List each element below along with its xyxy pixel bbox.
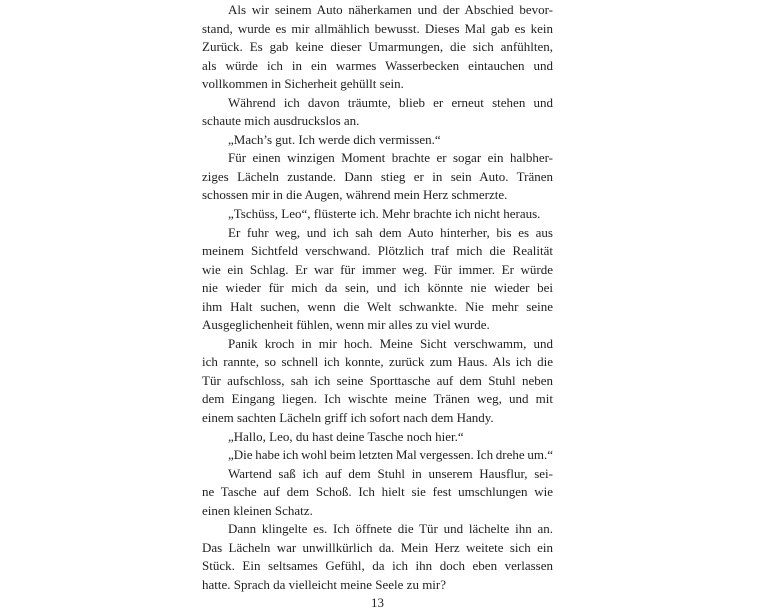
text-line	[202, 94, 553, 113]
text-line-content: schossen mir in die Augen, während mein Herz schmerzte.	[202, 187, 508, 203]
text-line	[202, 149, 553, 168]
text-line-content: nie wieder für mich da sein, und ich könnte nie wieder bei	[202, 280, 553, 296]
text-line-content: wie ein Schlag. Er war für immer weg. Für immer. Er würde	[202, 261, 553, 277]
text-line	[202, 446, 553, 465]
text-line-content: Stück. Ein seltsames Gefühl, da ich ihn doch eben verlassen	[202, 558, 553, 574]
text-line	[202, 428, 553, 447]
text-line-content: Während ich davon träumte, blieb er erneut stehen und	[228, 94, 553, 110]
paragraph	[202, 131, 553, 150]
text-line	[202, 242, 553, 261]
text-line	[202, 224, 553, 243]
text-line	[202, 1, 553, 20]
paragraph	[202, 428, 553, 447]
text-line-content: als würde ich in ein warmes Wasserbecken eintauchen und	[202, 57, 553, 73]
text-line	[202, 205, 553, 224]
text-line	[202, 353, 553, 372]
text-line	[202, 298, 553, 317]
text-line	[202, 390, 553, 409]
text-line	[202, 75, 553, 94]
text-line-content: Dann klingelte es. Ich öffnete die Tür und lächelte ihn an.	[228, 521, 553, 537]
text-line-content: vollkommen in Sicherheit gehüllt sein.	[202, 76, 404, 92]
text-line-content: ziges Lächeln zustande. Dann stieg er in sein Auto. Tränen	[202, 168, 553, 184]
text-line-content: schaute mich ausdruckslos an.	[202, 113, 360, 129]
text-line-content: „Hallo, Leo, du hast deine Tasche noch hier.“	[228, 428, 464, 444]
text-line-content: Ausgeglichenheit fühlen, wenn mir alles zu viel wurde.	[202, 317, 490, 333]
text-line	[202, 279, 553, 298]
text-line	[202, 409, 553, 428]
text-line-content: ich rannte, so schnell ich konnte, zurück zum Haus. Als ich die	[202, 354, 553, 370]
text-line	[202, 372, 553, 391]
paragraph	[202, 94, 553, 131]
text-line-content: hatte. Sprach da vielleicht meine Seele zu mir?	[202, 576, 447, 592]
paragraph	[202, 335, 553, 428]
page-number: 13	[371, 595, 384, 610]
text-line	[202, 335, 553, 354]
text-line-content: Wartend saß ich auf dem Stuhl in unserem Hausflur, sei-	[228, 465, 553, 481]
paragraph	[202, 1, 553, 94]
text-line-content: stand, wurde es mir allmählich bewusst. Dieses Mal gab es kein	[202, 20, 553, 36]
text-line-content: Für einen winzigen Moment brachte er sogar ein halbher-	[228, 150, 553, 166]
text-line	[202, 557, 553, 576]
text-line	[202, 539, 553, 558]
text-line	[202, 465, 553, 484]
text-line	[202, 520, 553, 539]
text-line	[202, 502, 553, 521]
text-line	[202, 131, 553, 150]
text-line-content: „Die habe ich wohl beim letzten Mal vergessen. Ich drehe um.“	[228, 447, 553, 463]
text-line	[202, 261, 553, 280]
text-line	[202, 576, 553, 595]
text-line-content: Das Lächeln war unwillkürlich da. Mein Herz weitete sich ein	[202, 539, 553, 555]
text-line	[202, 316, 553, 335]
page-text-block	[202, 1, 553, 595]
text-line-content: Er fuhr weg, und ich sah dem Auto hinterher, bis es aus	[228, 224, 553, 240]
paragraph	[202, 205, 553, 224]
paragraph	[202, 446, 553, 465]
text-line-content: Als wir seinem Auto näherkamen und der Abschied bevor-	[228, 2, 553, 17]
text-line-content: ihm Halt suchen, wenn die Welt schwankte. Nie mehr seine	[202, 298, 553, 314]
paragraph	[202, 149, 553, 205]
text-line	[202, 483, 553, 502]
paragraph	[202, 224, 553, 335]
text-line	[202, 57, 553, 76]
text-line	[202, 168, 553, 187]
text-line-content: meinem Sichtfeld verschwand. Plötzlich traf mich die Realität	[202, 243, 553, 259]
text-line-content: „Tschüss, Leo“, flüsterte ich. Mehr brachte ich nicht heraus.	[228, 206, 541, 222]
text-line-content: dem Eingang liegen. Ich wischte meine Tränen weg, und mit	[202, 391, 553, 407]
text-line-content: Tür aufschloss, sah ich seine Sporttasche auf dem Stuhl neben	[202, 372, 553, 388]
text-line-content: „Mach’s gut. Ich werde dich vermissen.“	[228, 131, 441, 147]
text-line	[202, 20, 553, 39]
text-line-content: ne Tasche auf dem Schoß. Ich hielt sie fest umschlungen wie	[202, 484, 553, 500]
text-line	[202, 112, 553, 131]
text-line-content: Panik kroch in mir hoch. Meine Sicht verschwamm, und	[228, 335, 553, 351]
text-line	[202, 38, 553, 57]
paragraph	[202, 465, 553, 521]
text-line-content: Zurück. Es gab keine dieser Umarmungen, die sich anfühlten,	[202, 39, 553, 55]
text-line	[202, 186, 553, 205]
text-line-content: einen kleinen Schatz.	[202, 502, 313, 518]
paragraph	[202, 520, 553, 594]
text-line-content: einem sachten Lächeln griff ich sofort nach dem Handy.	[202, 410, 494, 426]
